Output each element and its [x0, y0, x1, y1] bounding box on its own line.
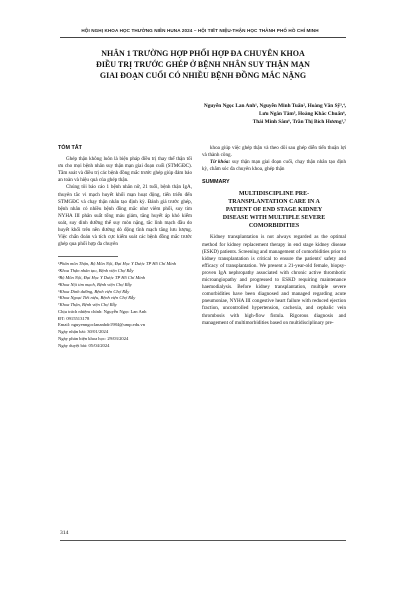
keywords-text: suy thận mạn giai đoạn cuối, chạy thận nhân tạo định kỳ, chăm sóc đa chuyên khoa, ghép thận	[202, 159, 347, 173]
english-title-line: PATIENT OF END STAGE KIDNEY	[225, 207, 323, 214]
date-reviewed: Ngày phản biện khoa học: 29/03/2024	[58, 336, 129, 342]
affiliation-footnote: ⁴Khoa Nội tim mạch, Bệnh viện Chợ Rẫy	[58, 281, 132, 287]
left-column	[58, 145, 192, 350]
abstract-paragraph: Chúng tôi báo cáo 1 bệnh nhân nữ, 21 tuổi, bệnh thận IgA, thuyên tắc vi mạch huyết khối mạn hoạt động, tiến triển đến STMGĐC và chạy thận nhân tạo định kỳ. Đánh giá trước ghép, bệnh nhân có nhiều bệnh đồng mắc như viêm phổi, suy tim NYHA III phân suất tống máu giảm, tăng huyết áp khó kiểm soát, suy dinh dưỡng thể suy mòn nặng, tắc lình mạch đầu do huyết khối trên nền đường dò động tĩnh mạch tăng lưu lượng. Việc chẩn đoán và tích cực kiểm soát các bệnh đồng mắc trước ghép qua phối hợp đa chuyên	[58, 184, 192, 248]
summary-heading: SUMMARY	[202, 179, 230, 186]
affiliation-footnote: ²Khoa Thận nhân tạo, Bệnh viện Chợ Rẫy	[58, 268, 134, 274]
footer-rule	[60, 540, 346, 541]
abstract-paragraph: Ghép thận không luôn là biện pháp điều trị thay thế thận tối ưu cho mọi bệnh nhân suy thận mạn giai đoạn cuối (STMGĐC). Tầm soát và điều trị các bệnh đồng mắc trước ghép giúp đảm bảo an toàn và hiệu quả của ghép thận.	[58, 156, 192, 184]
right-column	[202, 145, 346, 327]
english-title-line: COMORBIDITIES	[248, 223, 300, 230]
author-line: Lưu Ngân Tâm⁵, Hoàng Khắc Chuẩn⁶,	[258, 111, 346, 117]
affiliation-footnote: ³Bộ Môn Nội, Đại Học Y Dược TP Hồ Chí Minh	[58, 274, 145, 280]
author-line: Thái Minh Sâm⁶, Trần Thị Bích Hương¹,⁷	[252, 119, 346, 125]
author-list	[60, 102, 346, 126]
affiliation-footnote: ¹Phân môn Thận, Bộ Môn Nội, Đại Học Y Dược TP Hồ Chí Minh	[58, 261, 176, 267]
contact-phone: ĐT: 0915513178	[58, 315, 90, 321]
summary-paragraph: Kidney transplantation is not always regarded as the optimal method for kidney replacement therapy in end stage kidney disease (ESKD) patients. Screening and management of comorbidities prior to kidney transplantation is critical to ensure the patients' safety and efficacy of transplantation. We present a 21-year-old female, biopsy-proven IgA nephropathy associated with chronic active thrombotic microangiopathy and progressed to ESKD requiring maintenance haemodialysis. Before kidney transplantation, multiple severe comorbidities have been diagnosed and managed regarding acute pneumoniae, NYHA III congestive heart failure with reduced ejection fraction, uncontrolled hypertension, cachexia, and cephalic vein thrombosis with high-flow fistula. Rigorous diagnosis and management of multimorbidities based on multidisciplinary pre-	[202, 234, 346, 326]
date-accepted: Ngày duyệt bài: 05/04/2024	[58, 342, 110, 348]
article-title	[58, 48, 348, 81]
title-line: ĐIỀU TRỊ TRƯỚC GHÉP Ở BỆNH NHÂN SUY THẬN MẠN	[96, 60, 310, 69]
contact-email: Email: nguyenngoclananhdr1984@ump.edu.vn	[58, 322, 146, 328]
page-number: 314	[60, 530, 69, 536]
affiliation-footnote: ⁶Khoa Ngoại Tiết niệu, Bệnh viện Chợ Rẫy	[58, 295, 136, 301]
contact-author: Chịu trách nhiệm chính: Nguyễn Ngọc Lan Anh	[58, 308, 147, 314]
abstract-heading: TÓM TẮT	[58, 145, 82, 151]
affiliation-footnote: ⁵Khoa Dinh dưỡng, Bệnh viện Chợ Rẫy	[58, 288, 130, 294]
abstract-continuation: khoa giúp việc ghép thận và theo dõi sau ghép diễn tiến thuận lợi và thành công.	[202, 145, 346, 159]
keywords-label: Từ khóa:	[210, 159, 231, 166]
title-line: GIAI ĐOẠN CUỐI CÓ NHIỀU BỆNH ĐỒNG MẮC NẶNG	[99, 71, 307, 80]
running-header: HỘI NGHỊ KHOA HỌC THƯỜNG NIÊN HUNA 2024 – HỘI TIẾT NIỆU-THẬN HỌC THÀNH PHỐ HỒ CHÍ MINH	[81, 28, 319, 33]
keywords	[202, 159, 346, 173]
title-line: NHÂN 1 TRƯỜNG HỢP PHỐI HỢP ĐA CHUYÊN KHOA	[101, 49, 305, 58]
author-line: Nguyễn Ngọc Lan Anh¹, Nguyễn Minh Tuấn², Hoàng Văn Sỹ³,⁴,	[203, 103, 346, 109]
english-title-line: DISEASE WITH MULTIPLE SEVERE	[222, 215, 326, 222]
english-title-line: MULTIDISCIPLINE PRE-	[238, 191, 310, 198]
english-title	[202, 190, 346, 230]
footnote-divider	[58, 256, 118, 257]
english-title-line: TRANSPLANTATION CARE IN A	[228, 199, 320, 206]
affiliation-footnote: ⁷Khoa Thận, Bệnh viện Chợ Rẫy	[58, 302, 117, 308]
date-received: Ngày nhận bài: 30/01/2024	[58, 329, 109, 335]
header-rule	[60, 37, 346, 38]
